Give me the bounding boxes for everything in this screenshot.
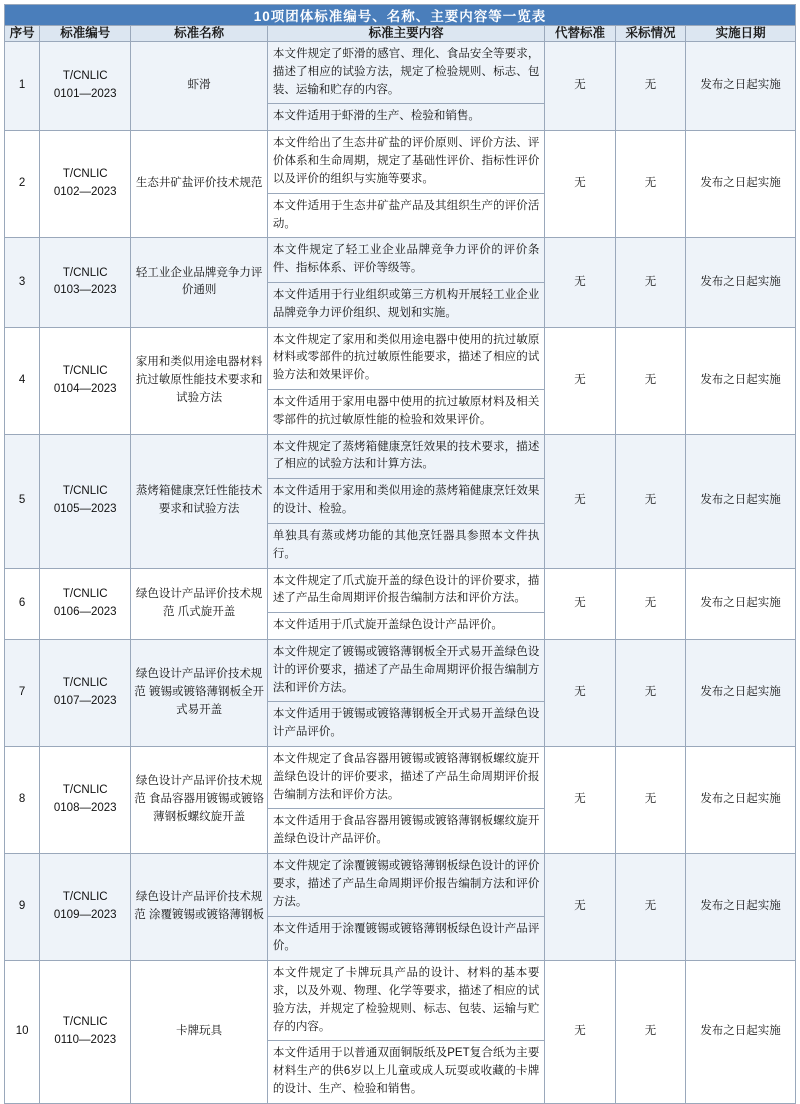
content-paragraph: 本文件规定了虾滑的感官、理化、食品安全等要求，描述了相应的试验方法，规定了检验规则、标志、包装、运输和贮存的内容。 (268, 42, 544, 104)
cell-implementation-date: 发布之日起实施 (686, 327, 796, 434)
table-row (5, 434, 796, 568)
cell-adoption-status: 无 (615, 238, 685, 327)
content-paragraph: 本文件适用于家用和类似用途的蒸烤箱健康烹饪效果的设计、检验。 (268, 479, 544, 524)
cell-replaced-standard: 无 (545, 238, 615, 327)
cell-adoption-status: 无 (615, 568, 685, 639)
cell-adoption-status: 无 (615, 747, 685, 854)
table-row (5, 131, 796, 238)
cell-main-content (267, 131, 544, 238)
cell-adoption-status: 无 (615, 639, 685, 746)
cell-replaced-standard: 无 (545, 568, 615, 639)
column-header-replaced: 代替标准 (545, 26, 615, 42)
cell-replaced-standard: 无 (545, 434, 615, 568)
cell-standard-name: 绿色设计产品评价技术规范 食品容器用镀锡或镀铬薄钢板螺纹旋开盖 (131, 747, 268, 854)
cell-implementation-date: 发布之日起实施 (686, 434, 796, 568)
content-paragraph: 本文件规定了家用和类似用途电器中使用的抗过敏原材料或零部件的抗过敏原性能要求，描述了相应的试验方法和效果评价。 (268, 328, 544, 390)
page-title: 10项团体标准编号、名称、主要内容等一览表 (5, 5, 796, 26)
content-paragraph: 本文件规定了轻工业企业品牌竞争力评价的评价条件、指标体系、评价等级等。 (268, 238, 544, 283)
cell-sequence: 8 (5, 747, 40, 854)
cell-replaced-standard: 无 (545, 131, 615, 238)
cell-standard-code: T/CNLIC 0106—2023 (40, 568, 131, 639)
table-row (5, 42, 796, 131)
cell-sequence: 5 (5, 434, 40, 568)
content-paragraph: 本文件规定了食品容器用镀锡或镀铬薄钢板螺纹旋开盖绿色设计的评价要求，描述了产品生命周期评价报告编制方法和评价方法。 (268, 747, 544, 809)
cell-standard-code: T/CNLIC 0108—2023 (40, 747, 131, 854)
content-paragraph: 本文件规定了卡牌玩具产品的设计、材料的基本要求，以及外观、物理、化学等要求，描述了相应的试验方法，并规定了检验规则、标志、包装、运输与贮存的内容。 (268, 961, 544, 1041)
content-paragraph: 本文件适用于家用电器中使用的抗过敏原材料及相关零部件的抗过敏原性能的检验和效果评价。 (272, 396, 540, 426)
cell-implementation-date: 发布之日起实施 (686, 961, 796, 1104)
cell-standard-name: 绿色设计产品评价技术规范 镀锡或镀铬薄钢板全开式易开盖 (131, 639, 268, 746)
cell-adoption-status: 无 (615, 434, 685, 568)
cell-adoption-status: 无 (615, 131, 685, 238)
cell-standard-name: 卡牌玩具 (131, 961, 268, 1104)
column-header-adoption: 采标情况 (615, 26, 685, 42)
table-column-header-row (5, 26, 796, 42)
cell-implementation-date: 发布之日起实施 (686, 42, 796, 131)
content-paragraph: 本文件规定了爪式旋开盖的绿色设计的评价要求，描述了产品生命周期评价报告编制方法和评价方法。 (268, 569, 544, 614)
table-row (5, 639, 796, 746)
cell-standard-name: 绿色设计产品评价技术规范 爪式旋开盖 (131, 568, 268, 639)
cell-implementation-date: 发布之日起实施 (686, 568, 796, 639)
content-paragraph: 本文件适用于虾滑的生产、检验和销售。 (272, 110, 480, 123)
cell-sequence: 3 (5, 238, 40, 327)
content-paragraph: 本文件适用于镀锡或镀铬薄钢板全开式易开盖绿色设计产品评价。 (272, 708, 540, 739)
cell-standard-name: 蒸烤箱健康烹饪性能技术要求和试验方法 (131, 434, 268, 568)
cell-adoption-status: 无 (615, 854, 685, 961)
content-paragraph: 本文件规定了蒸烤箱健康烹饪效果的技术要求，描述了相应的试验方法和计算方法。 (268, 435, 544, 480)
cell-main-content (267, 568, 544, 639)
table-row (5, 961, 796, 1104)
column-header-date: 实施日期 (686, 26, 796, 42)
cell-standard-name: 家用和类似用途电器材料抗过敏原性能技术要求和试验方法 (131, 327, 268, 434)
table-row (5, 747, 796, 854)
cell-standard-code: T/CNLIC 0103—2023 (40, 238, 131, 327)
cell-sequence: 2 (5, 131, 40, 238)
content-paragraph: 本文件规定了涂覆镀锡或镀铬薄钢板绿色设计的评价要求，描述了产品生命周期评价报告编制方法和评价方法。 (268, 854, 544, 916)
cell-standard-code: T/CNLIC 0104—2023 (40, 327, 131, 434)
cell-replaced-standard: 无 (545, 327, 615, 434)
cell-standard-code: T/CNLIC 0105—2023 (40, 434, 131, 568)
table-row (5, 568, 796, 639)
table-body (5, 42, 796, 1104)
cell-main-content (267, 747, 544, 854)
content-paragraph: 本文件规定了镀锡或镀铬薄钢板全开式易开盖绿色设计的评价要求，描述了产品生命周期评价报告编制方法和评价方法。 (268, 640, 544, 702)
cell-main-content (267, 961, 544, 1104)
table-row (5, 238, 796, 327)
content-paragraph: 本文件适用于行业组织或第三方机构开展轻工业企业品牌竞争力评价组织、规划和实施。 (272, 288, 540, 319)
cell-implementation-date: 发布之日起实施 (686, 131, 796, 238)
table-header (5, 5, 796, 42)
cell-standard-code: T/CNLIC 0102—2023 (40, 131, 131, 238)
cell-implementation-date: 发布之日起实施 (686, 854, 796, 961)
cell-adoption-status: 无 (615, 327, 685, 434)
cell-standard-code: T/CNLIC 0107—2023 (40, 639, 131, 746)
column-header-content: 标准主要内容 (267, 26, 544, 42)
cell-main-content (267, 327, 544, 434)
cell-main-content (267, 42, 544, 131)
cell-standard-name: 轻工业企业品牌竞争力评价通则 (131, 238, 268, 327)
cell-implementation-date: 发布之日起实施 (686, 639, 796, 746)
cell-replaced-standard: 无 (545, 639, 615, 746)
content-paragraph: 本文件适用于以普通双面铜版纸及PET复合纸为主要材料生产的供6岁以上儿童或成人玩耍或收藏的卡牌的设计、生产、检验和销售。 (272, 1047, 540, 1095)
content-paragraph: 单独具有蒸或烤功能的其他烹饪器具参照本文件执行。 (272, 529, 540, 560)
cell-implementation-date: 发布之日起实施 (686, 238, 796, 327)
cell-standard-name: 生态井矿盐评价技术规范 (131, 131, 268, 238)
cell-replaced-standard: 无 (545, 961, 615, 1104)
cell-sequence: 1 (5, 42, 40, 131)
column-header-name: 标准名称 (131, 26, 268, 42)
cell-sequence: 10 (5, 961, 40, 1104)
table-title-row (5, 5, 796, 26)
cell-main-content (267, 238, 544, 327)
content-paragraph: 本文件给出了生态井矿盐的评价原则、评价方法、评价体系和生命周期，规定了基础性评价、指标性评价以及评价的组织与实施等要求。 (268, 131, 544, 193)
content-paragraph: 本文件适用于爪式旋开盖绿色设计产品评价。 (272, 619, 503, 632)
cell-replaced-standard: 无 (545, 42, 615, 131)
cell-replaced-standard: 无 (545, 747, 615, 854)
cell-sequence: 4 (5, 327, 40, 434)
cell-main-content (267, 639, 544, 746)
cell-sequence: 7 (5, 639, 40, 746)
cell-standard-name: 虾滑 (131, 42, 268, 131)
cell-sequence: 9 (5, 854, 40, 961)
cell-standard-code: T/CNLIC 0101—2023 (40, 42, 131, 131)
cell-main-content (267, 434, 544, 568)
cell-replaced-standard: 无 (545, 854, 615, 961)
content-paragraph: 本文件适用于食品容器用镀锡或镀铬薄钢板螺纹旋开盖绿色设计产品评价。 (272, 815, 540, 846)
cell-standard-name: 绿色设计产品评价技术规范 涂覆镀锡或镀铬薄钢板 (131, 854, 268, 961)
standards-table (4, 4, 796, 1104)
cell-implementation-date: 发布之日起实施 (686, 747, 796, 854)
cell-sequence: 6 (5, 568, 40, 639)
table-row (5, 327, 796, 434)
cell-standard-code: T/CNLIC 0110—2023 (40, 961, 131, 1104)
cell-adoption-status: 无 (615, 961, 685, 1104)
content-paragraph: 本文件适用于生态井矿盐产品及其组织生产的评价活动。 (272, 199, 540, 230)
cell-main-content (267, 854, 544, 961)
cell-standard-code: T/CNLIC 0109—2023 (40, 854, 131, 961)
column-header-seq: 序号 (5, 26, 40, 42)
column-header-code: 标准编号 (40, 26, 131, 42)
content-paragraph: 本文件适用于涂覆镀锡或镀铬薄钢板绿色设计产品评价。 (272, 922, 540, 953)
cell-adoption-status: 无 (615, 42, 685, 131)
table-row (5, 854, 796, 961)
